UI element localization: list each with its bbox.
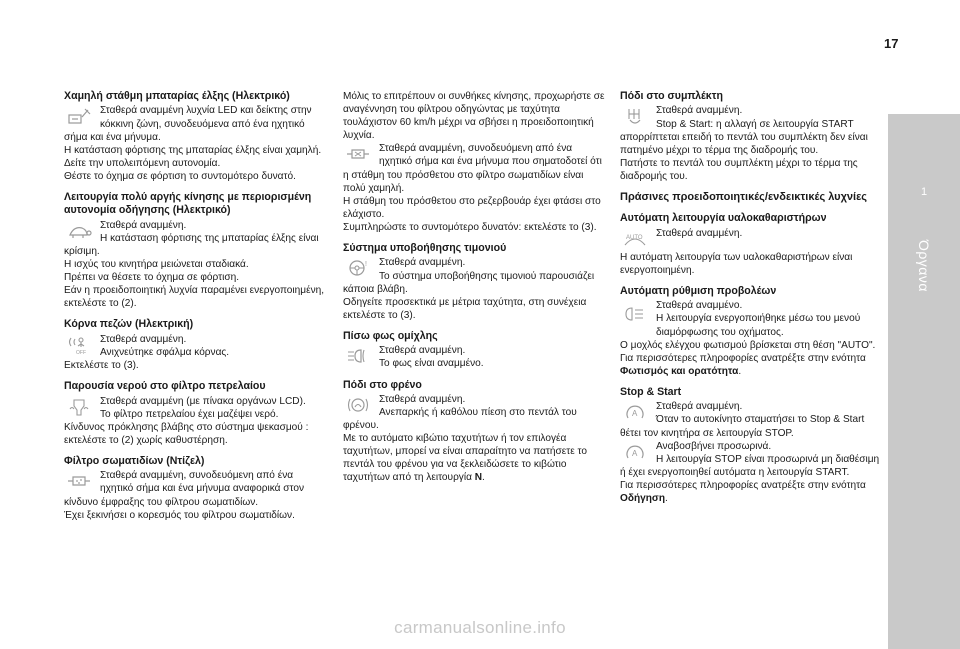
body-text: Το φίλτρο πετρελαίου έχει μαζέψει νερό.	[100, 408, 279, 420]
steering-wheel-warning-icon	[343, 256, 373, 280]
foot-on-brake-icon	[343, 393, 373, 417]
body-text: Το σύστημα υποβοήθησης τιμονιού παρουσιάζει κάποια βλάβη.	[343, 270, 595, 295]
section-pedestrian-horn	[64, 318, 326, 372]
body-text: Για περισσότερες πληροφορίες ανατρέξτε στην ενότητα Φωτισμός και ορατότητα.	[620, 352, 866, 377]
body-text: Η λειτουργία STOP είναι προσωρινά μη διαθέσιμη ή έχει ενεργοποιηθεί αυτόματα η λειτουργία START.	[620, 453, 880, 478]
body-text: Η λειτουργία ενεργοποιήθηκε μέσω του μενού διαμόρφωσης του οχήματος.	[656, 313, 861, 338]
body-text: Εάν η προειδοποιητική λυχνία παραμένει ενεργοποιημένη, εκτελέστε το (2).	[64, 285, 325, 310]
body-text: Η αυτόματη λειτουργία των υαλοκαθαριστήρων είναι ενεργοποιημένη.	[620, 251, 853, 276]
lead-text: Σταθερά αναμμένη.	[100, 219, 187, 231]
section-title: Πόδι στο συμπλέκτη	[620, 90, 723, 102]
chapter-number: 1	[920, 186, 928, 198]
lead-text: Σταθερά αναμμένη.	[656, 227, 743, 239]
section-title: Κόρνα πεζών (Ηλεκτρική)	[64, 318, 194, 331]
lead-text: Σταθερά αναμμένη, συνοδευόμενη από ένα ηχητικό σήμα και ένα μήνυμα που σηματοδοτεί ότι η στάθμη του πρόσθετου στο φίλτρο σωματιδίων είναι πολύ χαμηλή.	[343, 143, 602, 194]
body-text: Οδηγείτε προσεκτικά με μέτρια ταχύτητα, στη συνέχεια εκτελέστε το (3).	[343, 296, 587, 321]
body-text: Stop & Start: η αλλαγή σε λειτουργία START απορρίπτεται επειδή το πεντάλ του συμπλέκτη δεν είναι πατημένο μέχρι το τέρμα της διαδρομής του.	[620, 118, 868, 156]
lead-text: Σταθερά αναμμένη.	[379, 257, 466, 269]
rear-fog-light-icon	[343, 344, 373, 368]
lead-text: Σταθερά αναμμένη, συνοδευόμενη από ένα ηχητικό σήμα και ένα μήνυμα αναφορικά στον κίνδυνο έμφραξης του φίλτρου σωματιδίων.	[64, 470, 304, 508]
column-2	[343, 90, 605, 493]
body-text: Πρέπει να θέσετε το όχημα σε φόρτιση.	[64, 272, 240, 284]
watermark: carmanualsonline.info	[394, 618, 566, 637]
body-text: Ανεπαρκής ή καθόλου πίεση στο πεντάλ του φρένου.	[343, 407, 577, 432]
lead-text: Αναβοσβήνει προσωρινά.	[656, 440, 772, 452]
body-text: Ο μοχλός ελέγχου φωτισμού βρίσκεται στη θέση "AUTO".	[620, 339, 876, 351]
lead-text: Σταθερά αναμμένη.	[656, 105, 743, 117]
pedestrian-horn-off-icon	[64, 333, 94, 357]
body-text: Το φως είναι αναμμένο.	[379, 358, 484, 370]
body-text: Η κατάσταση φόρτισης της μπαταρίας έλξης είναι χαμηλή.	[64, 144, 322, 156]
lead-text: Σταθερά αναμμένη (με πίνακα οργάνων LCD).	[100, 395, 306, 407]
column-3	[620, 90, 882, 513]
body-text: Για περισσότερες πληροφορίες ανατρέξτε στην ενότητα Οδήγηση.	[620, 479, 866, 504]
bold-reference: Οδήγηση	[620, 493, 665, 504]
section-auto-headlamp	[620, 285, 882, 378]
section-title: Αυτόματη λειτουργία υαλοκαθαριστήρων	[620, 212, 827, 225]
section-turtle-mode	[64, 191, 326, 310]
auto-wiper-icon-text: AUTO	[626, 234, 643, 241]
chapter-tab[interactable]	[888, 114, 960, 649]
section-particle-filter	[64, 455, 326, 522]
body-text: Εκτελέστε το (3).	[64, 360, 139, 372]
body-text: Με το αυτόματο κιβώτιο ταχυτήτων ή τον επιλογέα ταχυτήτων, μπορεί να είναι απαραίτητο να πατήσετε το πεντάλ του φρένου για να ξεκλειδώσετε το κιβώτιο ταχυτήτων από τη λειτουργία N.	[343, 433, 587, 484]
svg-text:!: !	[365, 261, 367, 269]
svg-text:OFF: OFF	[76, 349, 86, 355]
svg-text:A: A	[632, 409, 638, 419]
section-foot-on-brake	[343, 379, 605, 485]
lead-text: Σταθερά αναμμένη.	[100, 333, 187, 345]
body-text: Η κατάσταση φόρτισης της μπαταρίας έλξης είναι κρίσιμη.	[64, 232, 319, 257]
body-text: Θέστε το όχημα σε φόρτιση το συντομότερο δυνατό.	[64, 170, 296, 182]
section-title: Χαμηλή στάθμη μπαταρίας έλξης (Ηλεκτρικό)	[64, 90, 290, 102]
section-title: Πίσω φως ομίχλης	[343, 329, 438, 342]
body-text: Συμπληρώστε το συντομότερο δυνατόν: εκτελέστε το (3).	[343, 221, 597, 233]
section-title: Πόδι στο φρένο	[343, 378, 422, 391]
lead-text: Σταθερά αναμμένη.	[379, 345, 466, 357]
auto-wiper-icon	[620, 227, 650, 251]
lead-text: Σταθερά αναμμένη.	[379, 393, 466, 405]
stop-start-icon	[620, 400, 650, 424]
lead-text: Σταθερά αναμμένο.	[656, 300, 743, 312]
chapter-label: Όργανα	[916, 240, 932, 292]
section-title: Φίλτρο σωματιδίων (Ντίζελ)	[64, 454, 205, 467]
body-text: Η ισχύς του κινητήρα μειώνεται σταδιακά.	[64, 259, 249, 271]
water-in-diesel-filter-icon	[64, 395, 94, 419]
column-1	[64, 90, 326, 530]
lead-text: Σταθερά αναμμένη λυχνία LED και δείκτης στην κόκκινη ζώνη, συνοδευόμενα από ένα ηχητικό σήμα και ένα μήνυμα.	[64, 105, 312, 143]
section-green-lamps	[620, 191, 882, 204]
auto-headlamp-icon	[620, 299, 650, 329]
bold-mode: N	[474, 472, 483, 484]
section-title: Σύστημα υποβοήθησης τιμονιού	[343, 242, 507, 255]
body-text: Όταν το αυτοκίνητο σταματήσει το Stop & Start θέτει τον κινητήρα σε λειτουργία STOP.	[620, 414, 865, 439]
stop-start-flashing-icon	[620, 440, 650, 464]
section-stop-start	[620, 386, 882, 505]
section-particle-filter-cont	[343, 90, 605, 234]
section-title: Παρουσία νερού στο φίλτρο πετρελαίου	[64, 380, 266, 393]
low-battery-plug-icon	[64, 104, 94, 128]
page-number: 17	[884, 36, 899, 51]
section-title: Πράσινες προειδοποιητικές/ενδεικτικές λυχνίες	[620, 190, 868, 203]
turtle-icon	[64, 219, 94, 243]
body-text: Κίνδυνος πρόκλησης βλάβης στο σύστημα ψεκασμού : εκτελέστε το (2) χωρίς καθυστέρηση.	[64, 421, 309, 446]
section-water-in-diesel	[64, 380, 326, 447]
body-text: Μόλις το επιτρέπουν οι συνθήκες κίνησης, προχωρήστε σε αναγέννηση του φίλτρου οδηγώντας με ταχύτητα τουλάχιστον 60 km/h μέχρι να σβήσει η προειδοποιητική λυχνία.	[343, 91, 605, 142]
section-low-battery	[64, 90, 326, 183]
body-text: Δείτε την υπολειπόμενη αυτονομία.	[64, 157, 221, 169]
body-text: Η στάθμη του πρόσθετου στο ρεζερβουάρ έχει φτάσει στο ελάχιστο.	[343, 195, 601, 220]
section-foot-on-clutch	[620, 90, 882, 183]
body-text: Έχει ξεκινήσει ο κορεσμός του φίλτρου σωματιδίων.	[64, 509, 295, 521]
body-text: Πατήστε το πεντάλ του συμπλέκτη μέχρι το τέρμα της διαδρομής του.	[620, 157, 858, 182]
lead-text: Σταθερά αναμμένη.	[656, 401, 743, 413]
bold-reference: Φωτισμός και ορατότητα	[620, 365, 739, 377]
section-power-steering	[343, 242, 605, 322]
svg-text:A: A	[632, 448, 638, 458]
body-text: Ανιχνεύτηκε σφάλμα κόρνας.	[100, 346, 230, 358]
particle-filter-additive-icon	[343, 142, 373, 166]
section-title: Stop & Start	[620, 385, 682, 398]
section-title: Αυτόματη ρύθμιση προβολέων	[620, 284, 777, 297]
section-auto-wiper	[620, 212, 882, 277]
foot-on-clutch-icon	[620, 104, 650, 128]
section-title: Λειτουργία πολύ αργής κίνησης με περιορισμένη αυτονομία οδήγησης (Ηλεκτρικό)	[64, 190, 312, 217]
particle-filter-icon	[64, 469, 94, 493]
section-rear-fog-light	[343, 330, 605, 371]
